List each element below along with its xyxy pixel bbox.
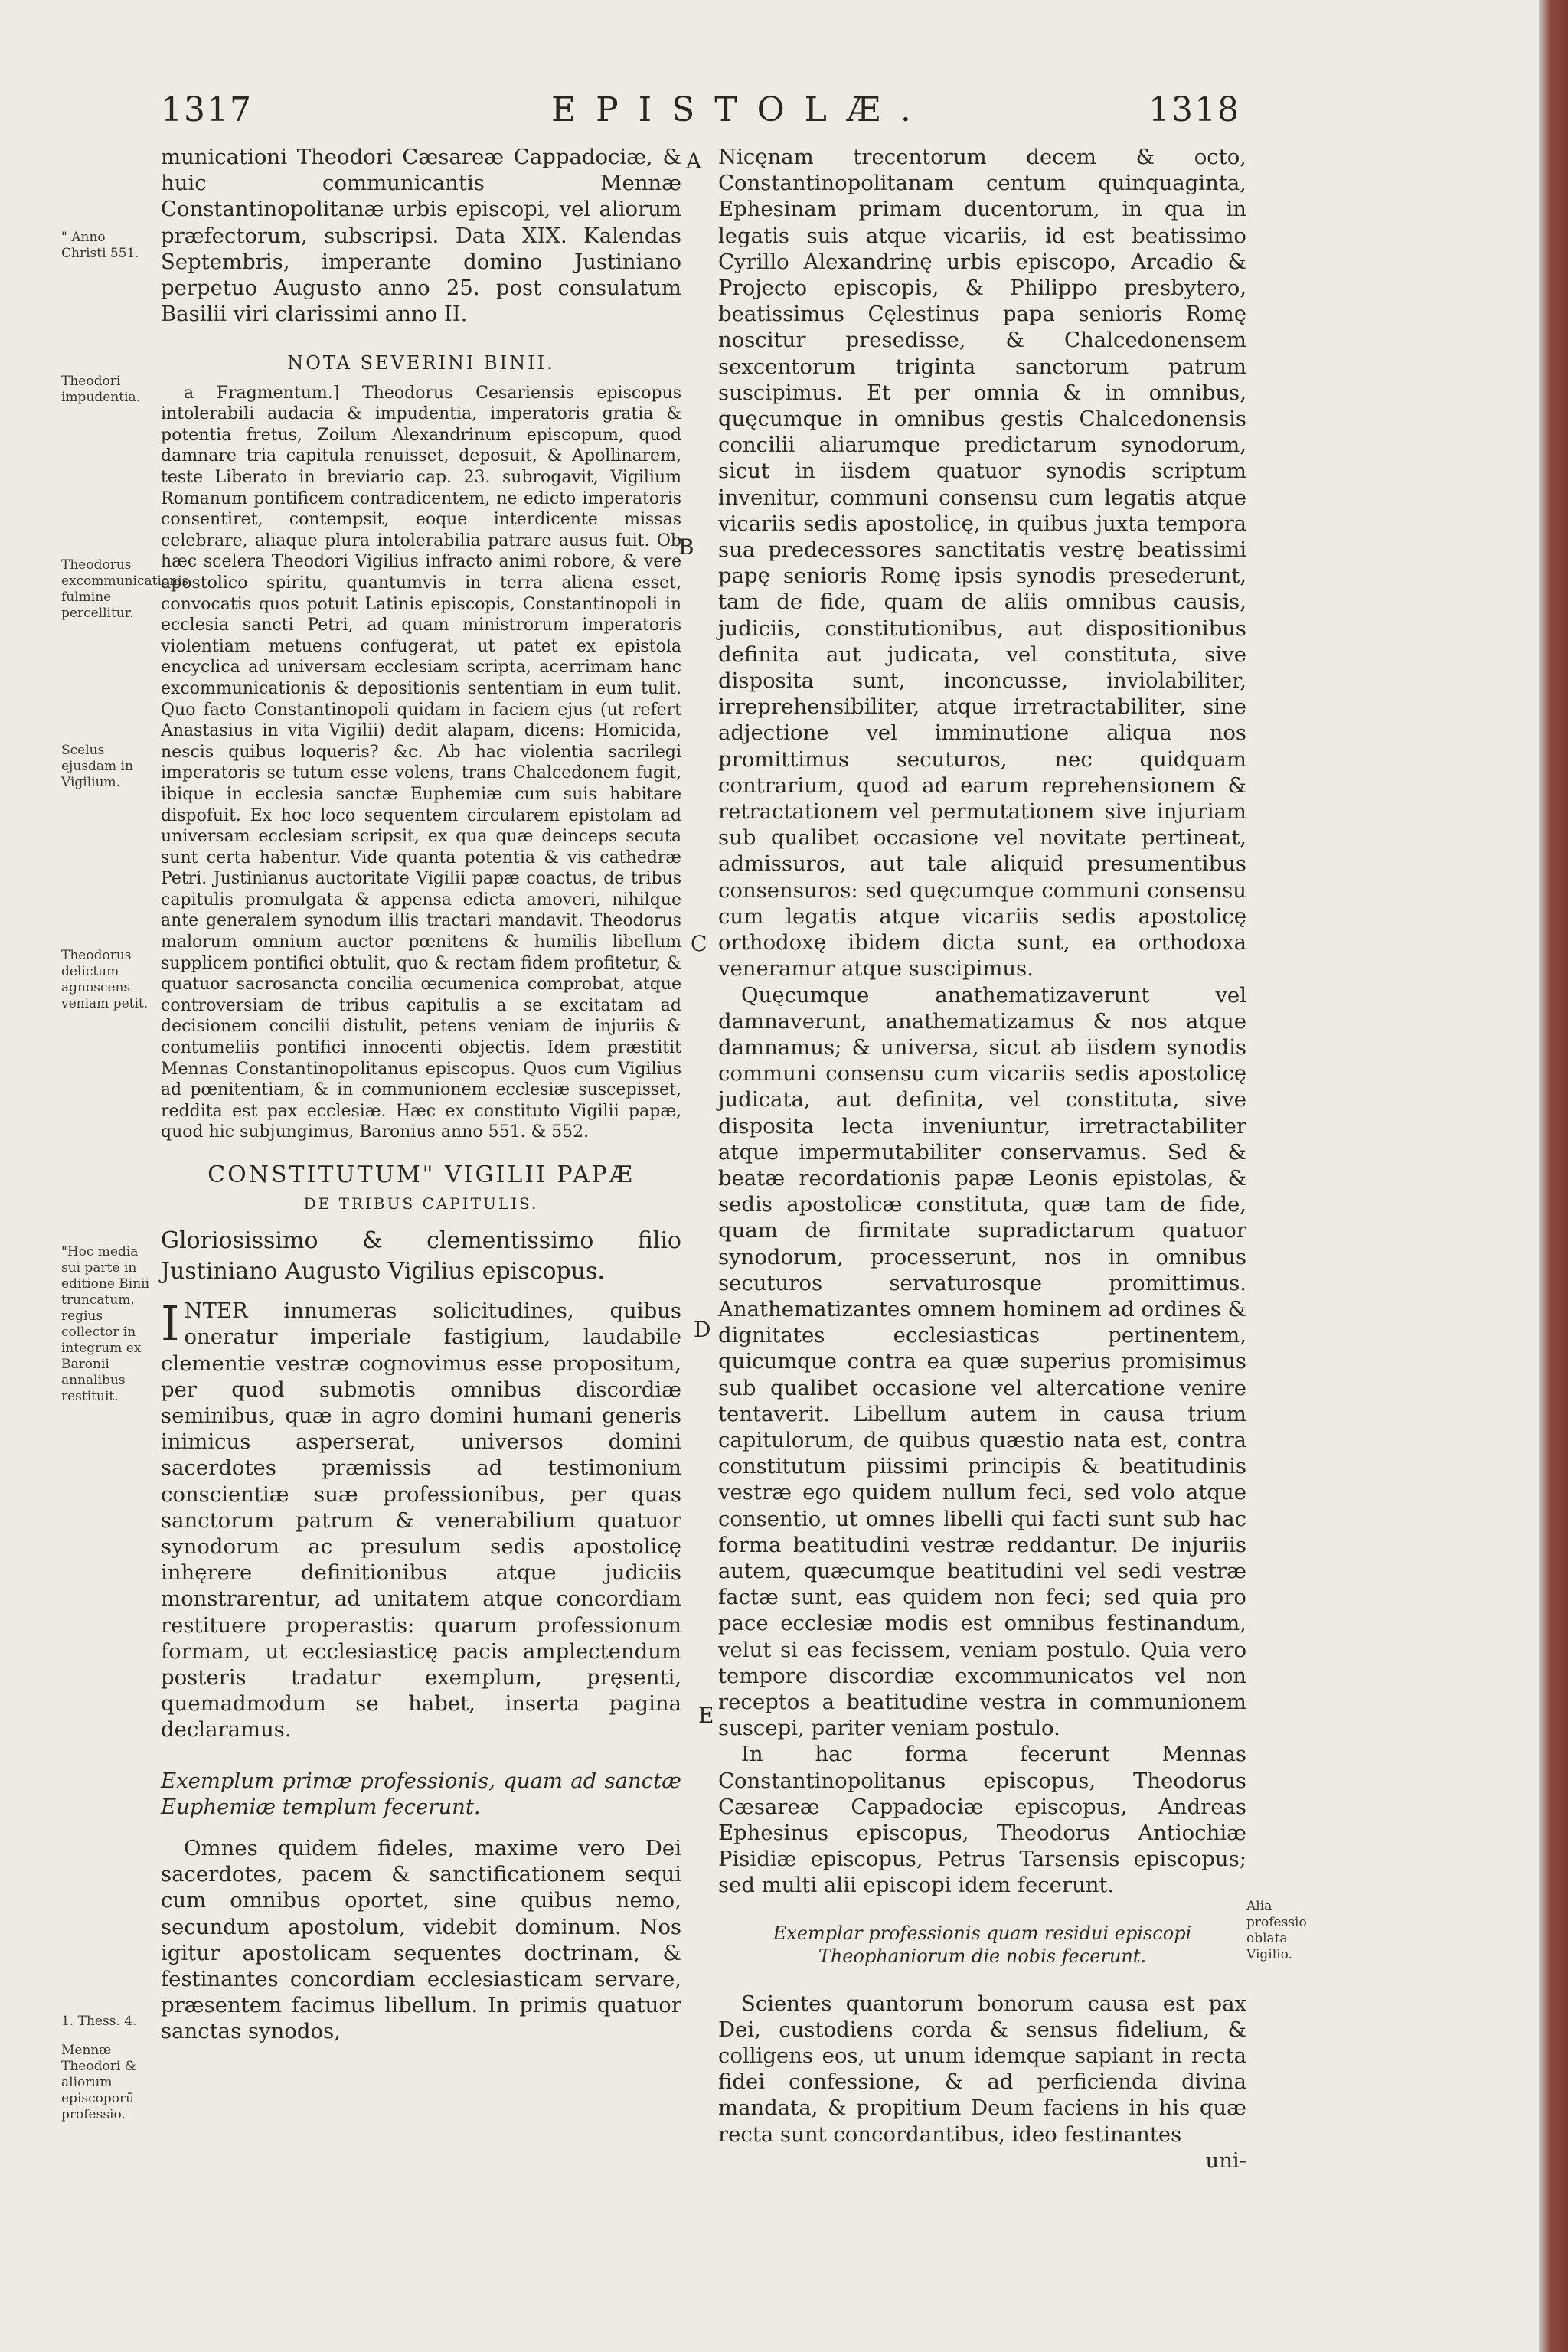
- section-letter: D: [694, 1317, 711, 1342]
- paragraph: In hac forma fecerunt Mennas Constantinopolitanus episcopus, Theodorus Cæsareæ Cappadociæ episcopus, Andreas Ephesinus episcopus, Theodorus Antiochiæ Pisidiæ episcopus, Petrus Tarsensis episcopus; sed multi alii episcopi idem fecerunt.: [718, 1742, 1246, 1898]
- paragraph-text: NTER innumeras solicitudines, quibus oneratur imperiale fastigium, laudabile clementie vestræ cognovimus esse propositum, per quod submotis omnibus discordiæ seminibus, quæ in agro domini humani generis inimicus asperserat, universos domini sacerdotes præmissis ad testimonium conscientiæ suæ professionibus, per quas sanctorum patrum & venerabilium quatuor synodorum ac presulum sedis apostolicę inhęrere definitionibus atque judiciis monstrarentur, ad unitatem atque concordiam restituere properastis: quarum professionum formam, ut ecclesiasticę pacis amplectendum posteris tradatur exemplum, pręsenti, quemadmodum se habet, inserta pagina declaramus.: [161, 1298, 681, 1743]
- section-letter: B: [678, 534, 694, 560]
- catchword: uni-: [1205, 2148, 1246, 2173]
- note-text: a Fragmentum.] Theodorus Cesariensis episcopus intolerabili audacia & impudentia, imperatoris gratia & potentia fretus, Zoilum Alexandrinum episcopum, quod damnare tria capitula renuisset, deposuit, & Apollinarem, teste Liberato in breviario cap. 23. subrogavit, Vigilium Romanum pontificem contradicentem, ne edicto imperatoris consentiret, contempsit, eoque interdicente missas celebrare, aliaque plura intolerabilia patrare ausus fuit. Ob hæc scelera Theodori Vigilius infracto animi robore, & vere apostolico spiritu, quantumvis in terra aliena esset, convocatis quos potuit Latinis episcopis, Constantinopoli in ecclesia sancti Petri, ad quam ministrorum imperatoris violentiam metuens confugerat, ut patet ex epistola encyclica ad universam ecclesiam scripta, acerrimam hanc excommunicationis & depositionis sententiam in eum tulit. Quo facto Constantinopoli quidam in faciem ejus (ut refert Anastasius in vita Vigilii) dedit alapam, dicens: Homicida, nescis quibus loqueris? &c. Ab hac violentia sacrilegi imperatoris se tutum esse volens, trans Chalcedonem fugit, ibique in ecclesia sanctæ Euphemiæ cum suis habitare dispofuit. Ex hoc loco sequentem circularem epistolam ad universam ecclesiam scripsit, ex qua quæ deinceps secuta sunt certa habentur. Vide quanta potentia & vis cathedræ Petri. Justinianus auctoritate Vigilii papæ coactus, de tribus capitulis promulgata & appensa edicta amoveri, nihilque ante generalem synodum illis tractari mandavit. Theodorus malorum omnium auctor pœnitens & humilis libellum supplicem pontifici obtulit, quo & rectam fidem profitetur, & quatuor sacrosancta concilia œcumenica comprobat, atque controversiam de tribus capitulis a se excitatam ad decisionem concilii distulit, petens veniam de injuriis & contumeliis pontifici innocenti objectis. Idem præstitit Mennas Constantinopolitanus episcopus. Quos cum Vigilius ad pœnitentiam, & in communionem ecclesiæ suscepisset, reddita est pax ecclesiæ. Hæc ex constituto Vigilii papæ, quod hic subjungimus, Baronius anno 551. & 552.: [161, 383, 681, 1142]
- margin-note: Theodorus delictum agnoscens veniam petit.: [61, 948, 149, 1011]
- constitutum-subtitle: DE TRIBUS CAPITULIS.: [303, 1194, 539, 1213]
- page-number-right: 1318: [1148, 90, 1240, 129]
- section-heading: Exemplum primæ professionis, quam ad sanctæ Euphemiæ templum fecerunt.: [161, 1768, 681, 1819]
- running-title: EPISTOLÆ.: [551, 90, 931, 129]
- paragraph: Scientes quantorum bonorum causa est pax Dei, custodiens corda & sensus fidelium, & colligens eos, ut unum idemque sapiant in recta fidei confessione, & ad perficienda divina mandata, & propitium Deum faciens in his quæ recta sunt concordantibus, ideo festinantes: [718, 1991, 1246, 2147]
- page-number-left: 1317: [161, 90, 253, 129]
- margin-note: "Hoc media sui parte in editione Binii truncatum, regius collector in integrum ex Baronii annalibus restituit.: [61, 1244, 150, 1404]
- margin-note: Theodori impudentia.: [61, 374, 141, 405]
- paragraph: Quęcumque anathematizaverunt vel damnaverunt, anathematizamus & nos atque damnamus; & universa, sicut ab iisdem synodis communi consensu cum vicariis sedis apostolicę judicata, aut definita, vel constituta, sive disposita lecta inveniuntur, irretractabiliter atque impermutabiliter conservamus. Sed & beatæ recordationis papæ Leonis epistolas, & sedis apostolicæ constituta, quæ tam de fide, quam de firmitate supradictarum quatuor synodorum, processerunt, nos in omnibus secuturos servaturosque promittimus. Anathematizantes omnem hominem ad ordines & dignitates ecclesiasticas pertinentem, quicumque contra ea quæ superius promisimus sub qualibet occasione vel altercatione venire tentaverit. Libellum autem in causa trium capitulorum, de quibus quæstio nata est, contra constitutum piissimi principis & beatitudinis vestræ ego quidem nullum feci, sed volo atque consentio, ut omnes libelli qui facti sunt sub hac forma beatitudini vestræ reddantur. De injuriis autem, quæcumque beatitudini vel sedi vestræ factæ sunt, eas quidem non feci; sed quia pro pace ecclesiæ modis est omnibus festinandum, velut si eas fecissem, veniam postulo. Quia vero tempore discordiæ excommunicatos vel non receptos a beatitudine vestra in communionem suscepi, pariter veniam postulo.: [718, 982, 1246, 1741]
- paragraph: municationi Theodori Cæsareæ Cappadociæ, & huic communicantis Mennæ Constantinopolitanæ urbis episcopi, vel aliorum præfectorum, subscripsi. Data XIX. Kalendas Septembris, imperante domino Justiniano perpetuo Augusto anno 25. post consulatum Basilii viri clarissimi anno II.: [161, 145, 681, 327]
- right-column: [718, 144, 1246, 2174]
- section-letter: A: [686, 149, 702, 174]
- margin-note: 1. Thess. 4.: [61, 2014, 137, 2029]
- note-heading: NOTA SEVERINI BINII.: [287, 352, 555, 374]
- section-heading: Exemplar professionis quam residui episcopi Theophaniorum die nobis fecerunt.: [773, 1922, 1192, 1967]
- margin-note: Theodorus excommunicationis fulmine percellitur.: [61, 557, 189, 621]
- drop-cap: I: [161, 1295, 180, 1352]
- address-line: Gloriosissimo & clementissimo filio Justiniano Augusto Vigilius episcopus.: [161, 1227, 681, 1285]
- paragraph: Nicęnam trecentorum decem & octo, Constantinopolitanam centum quinquaginta, Ephesinam primam ducentorum, in qua in legatis suis atque vicariis, id est beatissimo Cyrillo Alexandrinę urbis episcopo, Arcadio & Projecto episcopis, & Philippo presbytero, beatissimus Cęlestinus papa senioris Romę noscitur presedisse, & Chalcedonensem sexcentorum triginta sanctorum patrum suscipimus. Et per omnia & in omnibus, quęcumque in omnibus gestis Chalcedonensis concilii aliarumque predictarum synodorum, sicut in iisdem quatuor synodis scriptum invenitur, communi consensu cum legatis atque vicariis sedis apostolicę, in quibus juxta tempora sua predecessores sanctitatis vestrę beatissimi papę senioris Romę ipsis synodis presederunt, tam de fide, quam de aliis omnibus causis, judiciis, constitutionibus, aut dispositionibus definita aut judicata, vel constituta, sive disposita sunt, inconcusse, inviolabiliter, irreprehensibiliter, atque irretractabiliter, sine adjectione vel imminutione aliqua nos promittimus secuturos, nec quidquam contrarium, quod ad earum reprehensionem & retractationem vel permutationem sive injuriam sub qualibet occasione vel novitate pertineat, admissuros, aut tale aliquid presumentibus consensuros: sed quęcumque communi consensu cum legatis atque vicariis sedis apostolicę orthodoxę ibidem dicta sunt, ea orthodoxa veneramur atque suscipimus.: [718, 145, 1246, 982]
- margin-note: Scelus ejusdam in Vigilium.: [61, 743, 133, 790]
- section-letter: C: [691, 931, 707, 956]
- paragraph: Omnes quidem fideles, maxime vero Dei sacerdotes, pacem & sanctificationem sequi cum omnibus oportet, sine quibus nemo, secundum apostolum, videbit dominum. Nos igitur apostolicam sequentes doctrinam, & festinantes concordiam ecclesiasticam servare, præsentem facimus libellum. In primis quatuor sanctas synodos,: [161, 1836, 681, 2044]
- section-letter: E: [698, 1703, 714, 1728]
- margin-note: " Anno Christi 551.: [61, 230, 139, 261]
- margin-note: Mennæ Theodori & aliorum episcoporū professio.: [61, 2043, 136, 2122]
- paragraph: [161, 1295, 681, 1743]
- constitutum-title: CONSTITUTUM" VIGILII PAPÆ: [207, 1161, 635, 1188]
- margin-note: Alia professio oblata Vigilio.: [1246, 1899, 1307, 1962]
- left-column: [161, 144, 681, 2045]
- page-edge: [1539, 0, 1568, 2352]
